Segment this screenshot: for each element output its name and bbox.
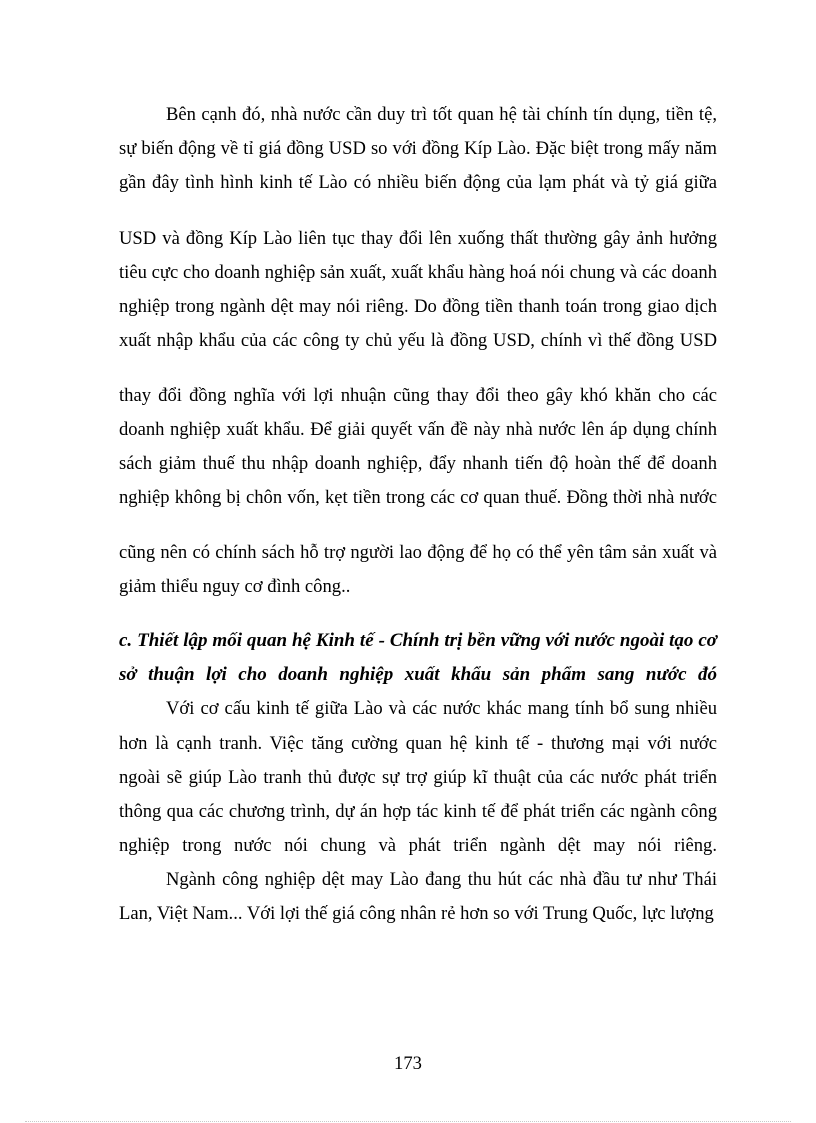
paragraph-2-line: hơn là cạnh tranh. Việc tăng cường quan hệ kinh tế - thương mại với nước [119, 733, 717, 754]
paragraph-2-line: ngoài sẽ giúp Lào tranh thủ được sự trợ giúp kĩ thuật của các nước phát triển [119, 767, 717, 788]
paragraph-1-line: giảm thiểu nguy cơ đình công.. [119, 576, 351, 597]
paragraph-1-line: nghiệp không bị chôn vốn, kẹt tiền trong các cơ quan thuế. Đồng thời nhà nước [119, 487, 717, 508]
section-heading-line: c. Thiết lập mối quan hệ Kinh tế - Chính trị bền vững với nước ngoài tạo cơ [119, 630, 717, 651]
paragraph-1-line: sách giảm thuế thu nhập doanh nghiệp, đẩy nhanh tiến độ hoàn thế để doanh [119, 453, 717, 474]
paragraph-1-line: tiêu cực cho doanh nghiệp sản xuất, xuất khẩu hàng hoá nói chung và các doanh [119, 262, 717, 283]
page-bottom-divider [25, 1121, 791, 1122]
paragraph-1-line: Bên cạnh đó, nhà nước cần duy trì tốt quan hệ tài chính tín dụng, tiền tệ, [166, 104, 717, 125]
paragraph-1-line: doanh nghiệp xuất khẩu. Để giải quyết vấn đề này nhà nước lên áp dụng chính [119, 419, 717, 440]
paragraph-1-line: cũng nên có chính sách hỗ trợ người lao động để họ có thể yên tâm sản xuất và [119, 542, 717, 563]
paragraph-3-line: Lan, Việt Nam... Với lợi thế giá công nhân rẻ hơn so với Trung Quốc, lực lượng [119, 903, 714, 924]
paragraph-3-line: Ngành công nghiệp dệt may Lào đang thu hút các nhà đầu tư như Thái [166, 869, 717, 890]
paragraph-2-line: nghiệp trong nước nói chung và phát triển ngành dệt may nói riêng. [119, 835, 717, 856]
page-number: 173 [394, 1053, 422, 1074]
section-heading-line: sở thuận lợi cho doanh nghiệp xuất khẩu sản phẩm sang nước đó [119, 664, 717, 685]
paragraph-1-line: sự biến động về tỉ giá đồng USD so với đồng Kíp Lào. Đặc biệt trong mấy năm [119, 138, 717, 159]
paragraph-1-line: USD và đồng Kíp Lào liên tục thay đổi lên xuống thất thường gây ảnh hưởng [119, 228, 717, 249]
paragraph-1-line: thay đổi đồng nghĩa với lợi nhuận cũng thay đổi theo gây khó khăn cho các [119, 385, 717, 406]
paragraph-2-line: thông qua các chương trình, dự án hợp tác kinh tế để phát triển các ngành công [119, 801, 717, 822]
paragraph-2-line: Với cơ cấu kinh tế giữa Lào và các nước khác mang tính bổ sung nhiều [166, 698, 717, 719]
paragraph-1-line: xuất nhập khẩu của các công ty chủ yếu là đồng USD, chính vì thế đồng USD [119, 330, 717, 351]
paragraph-1-line: nghiệp trong ngành dệt may nói riêng. Do đồng tiền thanh toán trong giao dịch [119, 296, 717, 317]
paragraph-1-line: gần đây tình hình kinh tế Lào có nhiều biến động của lạm phát và tỷ giá giữa [119, 172, 717, 193]
